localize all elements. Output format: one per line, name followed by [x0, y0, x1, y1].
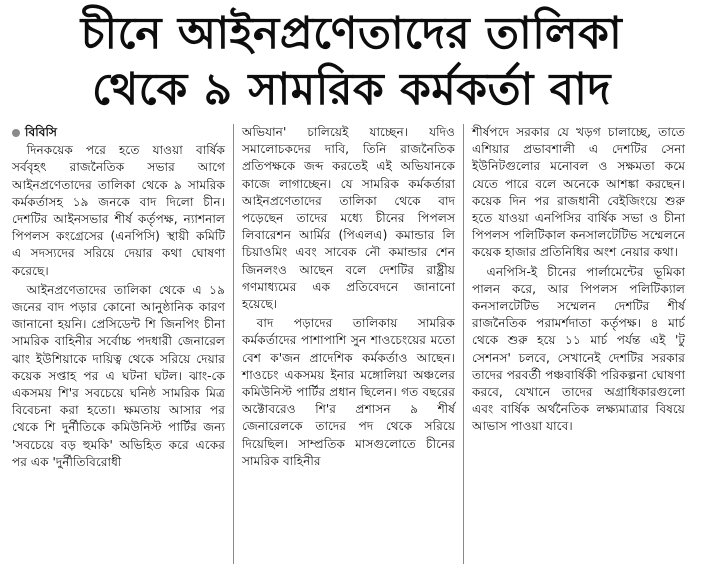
- paragraph: এনপিসি-ই চীনের পার্লামেন্টের ভূমিকা পালন করে, আর পিপলস পলিটিক্যাল কনসালটেটিভ সম্মেলন দেশটির শীর্ষ রাজনৈতিক পরামর্শদাতা কর্তৃপক্ষ। ৪ মার্চ থেকে শুরু হয়ে ১১ মার্চ পর্যন্ত এই 'টু সেশনস' চলবে, সেখানেই দেশটির সরকার তাদের পরবর্তী পঞ্চবার্ষিকী পরিকল্পনা ঘোষণা করবে, যেখানে তাদের অগ্রাধিকারগুলো এবং বার্ষিক অর্থনৈতিক লক্ষ্যমাত্রার বিষয়ে আভাস পাওয়া যাবে।: [472, 264, 685, 434]
- paragraph: অভিযান' চালিয়েই যাচ্ছেন। যদিও সমালোচকদের দাবি, তিনি রাজনৈতিক প্রতিপক্ষকে জব্দ করতেই এই অভিযানকে কাজে লাগাচ্ছেন। যে সামরিক কর্মকর্তারা আইনপ্রণেতাদের তালিকা থেকে বাদ পড়েছেন তাদের মধ্যে চীনের পিপলস লিবারেশন আর্মির (পিএলএ) কমান্ডার লি চিয়াওমিং এবং সাবেক নৌ কমান্ডার শেন জিনলংও আছেন বলে দেশটির রাষ্ট্রীয় গণমাধ্যমের এক প্রতিবেদনে জানানো হয়েছে।: [242, 125, 455, 312]
- paragraph: দিনকয়েক পরে হতে যাওয়া বার্ষিক সর্ববৃহৎ রাজনৈতিক সভার আগে আইনপ্রণেতাদের তালিকা থেকে ৯ সামরিক কর্মকর্তাসহ ১৯ জনকে বাদ দিলো চীন। দেশটির আইনসভার শীর্ষ কর্তৃপক্ষ, ন্যাশনাল পিপলস কংগ্রেসের (এনপিসি) স্থায়ী কমিটি এ সদস্যদের সরিয়ে দেয়ার কথা ঘোষণা করেছে।: [12, 143, 225, 278]
- byline: [12, 124, 225, 141]
- headline-line-1: চীনে আইনপ্রণেতাদের তালিকা: [80, 8, 623, 59]
- column-3: [463, 124, 693, 564]
- paragraph: বাদ পড়াদের তালিকায় সামরিক কর্মকর্তাদের পাশাপাশি সুন শাওচেংয়ের মতো বেশ ক'জন প্রাদেশিক কর্মকর্তাও আছেন। শাওচেং একসময় ইনার মঙ্গোলিয়া অঞ্চলের কমিউনিস্ট পার্টির প্রধান ছিলেন। গত বছরের অক্টোবরেও শি'র প্রশাসন ৯ শীর্ষ জেনারেলকে তাদের পদ থেকে সরিয়ে দিয়েছিল। সাম্প্রতিক মাসগুলোতে চীনের সামরিক বাহিনীর: [242, 316, 455, 468]
- column-2: [233, 124, 463, 564]
- byline-source: বিবিসি: [25, 125, 58, 139]
- headline-line-2: থেকে ৯ সামরিক কর্মকর্তা বাদ: [91, 64, 612, 115]
- paragraph: আইনপ্রণেতাদের তালিকা থেকে এ ১৯ জনের বাদ পড়ার কোনো আনুষ্ঠানিক কারণ জানানো হয়নি। প্রেসিডেন্ট শি জিনপিং চীনা সামরিক বাহিনীর সর্বোচ্চ পদধারী জেনারেল ঝাং ইউশিয়াকে দায়িত্ব থেকে সরিয়ে দেয়ার কয়েক সপ্তাহ পর এ ঘটনা ঘটল। ঝাং-কে একসময় শি'র সবচেয়ে ঘনিষ্ঠ সামরিক মিত্র বিবেচনা করা হতো। ক্ষমতায় আসার পর থেকে শি দুর্নীতিকে কমিউনিস্ট পার্টির জন্য 'সবচেয়ে বড় হুমকি' অভিহিত করে একের পর এক 'দুর্নীতিবিরোধী: [12, 282, 225, 469]
- paragraph: শীর্ষপদে সরকার যে খড়গ চালাচ্ছে, তাতে এশিয়ার প্রভাবশালী এ দেশটির সেনা ইউনিটগুলোর মনোবল ও সক্ষমতা কমে যেতে পারে বলে অনেকে আশঙ্কা করছেন। কয়েক দিন পর রাজধানী বেইজিংয়ে শুরু হতে যাওয়া এনপিসির বার্ষিক সভা ও চীনা পিপলস পলিটিকাল কনসালটেটিভ সম্মেলনে কয়েক হাজার প্রতিনিধির অংশ নেয়ার কথা।: [472, 125, 685, 260]
- bullet-icon: [12, 129, 20, 137]
- article-columns: [10, 124, 693, 564]
- column-1: [10, 124, 233, 564]
